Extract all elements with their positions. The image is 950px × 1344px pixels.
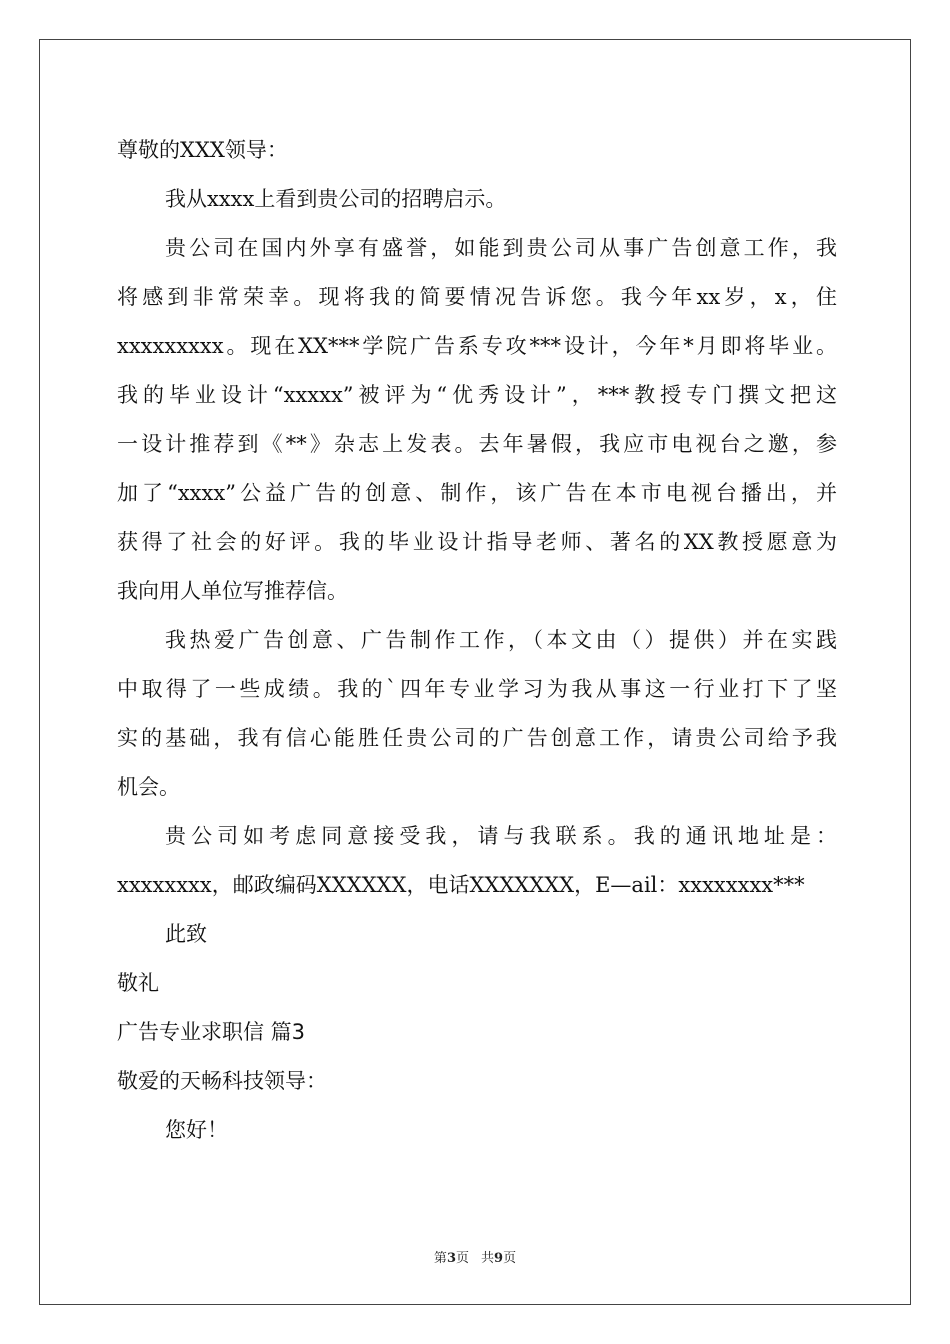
footer-page-prefix: 第: [433, 1251, 447, 1266]
closing-line: 敬礼: [117, 971, 159, 995]
footer-page-unit: 页: [455, 1251, 469, 1266]
paragraph-line: 中取得了一些成绩。我的`四年专业学习为我从事这一行业打下了坚: [117, 677, 837, 701]
paragraph-line: 我从xxxx上看到贵公司的招聘启示。: [165, 187, 507, 211]
footer-page-current: 3: [446, 1251, 456, 1266]
page-footer: [0, 1247, 950, 1266]
paragraph-line: 我向用人单位写推荐信。: [117, 579, 348, 603]
paragraph-line: 贵公司在国内外享有盛誉，如能到贵公司从事广告创意工作，我: [165, 236, 837, 260]
footer-total-prefix: 共: [481, 1251, 495, 1266]
paragraph-line: 加了“xxxx”公益广告的创意、制作，该广告在本市电视台播出，并: [117, 481, 837, 505]
contact-line: xxxxxxxx，邮政编码XXXXXX，电话XXXXXXX，E—ail：xxxxxxxx***: [117, 873, 805, 897]
paragraph-line: 将感到非常荣幸。现将我的简要情况告诉您。我今年xx岁，x，住: [117, 285, 837, 309]
paragraph-line: 我热爱广告创意、广告制作工作，（本文由（）提供）并在实践: [165, 628, 837, 652]
footer-total-unit: 页: [503, 1251, 517, 1266]
paragraph-line: 贵公司如考虑同意接受我，请与我联系。我的通讯地址是：: [165, 824, 837, 848]
letter-body: [117, 130, 837, 1159]
section-heading: 广告专业求职信 篇3: [117, 1020, 306, 1044]
paragraph-line: 我的毕业设计“xxxxx”被评为“优秀设计”，***教授专门撰文把这: [117, 383, 837, 407]
paragraph-line: 实的基础，我有信心能胜任贵公司的广告创意工作，请贵公司给予我: [117, 726, 837, 750]
paragraph-line: 获得了社会的好评。我的毕业设计指导老师、著名的XX教授愿意为: [117, 530, 837, 554]
footer-page-total: 9: [494, 1251, 504, 1266]
paragraph-line: 机会。: [117, 775, 180, 799]
salutation: 敬爱的天畅科技领导：: [117, 1069, 327, 1093]
greeting-line: 您好！: [165, 1118, 228, 1142]
paragraph-line: xxxxxxxxx。现在XX***学院广告系专攻***设计，今年*月即将毕业。: [117, 334, 837, 358]
paragraph-line: 一设计推荐到《**》杂志上发表。去年暑假，我应市电视台之邀，参: [117, 432, 837, 456]
closing-line: 此致: [165, 922, 207, 946]
salutation: 尊敬的XXX领导：: [117, 138, 288, 162]
